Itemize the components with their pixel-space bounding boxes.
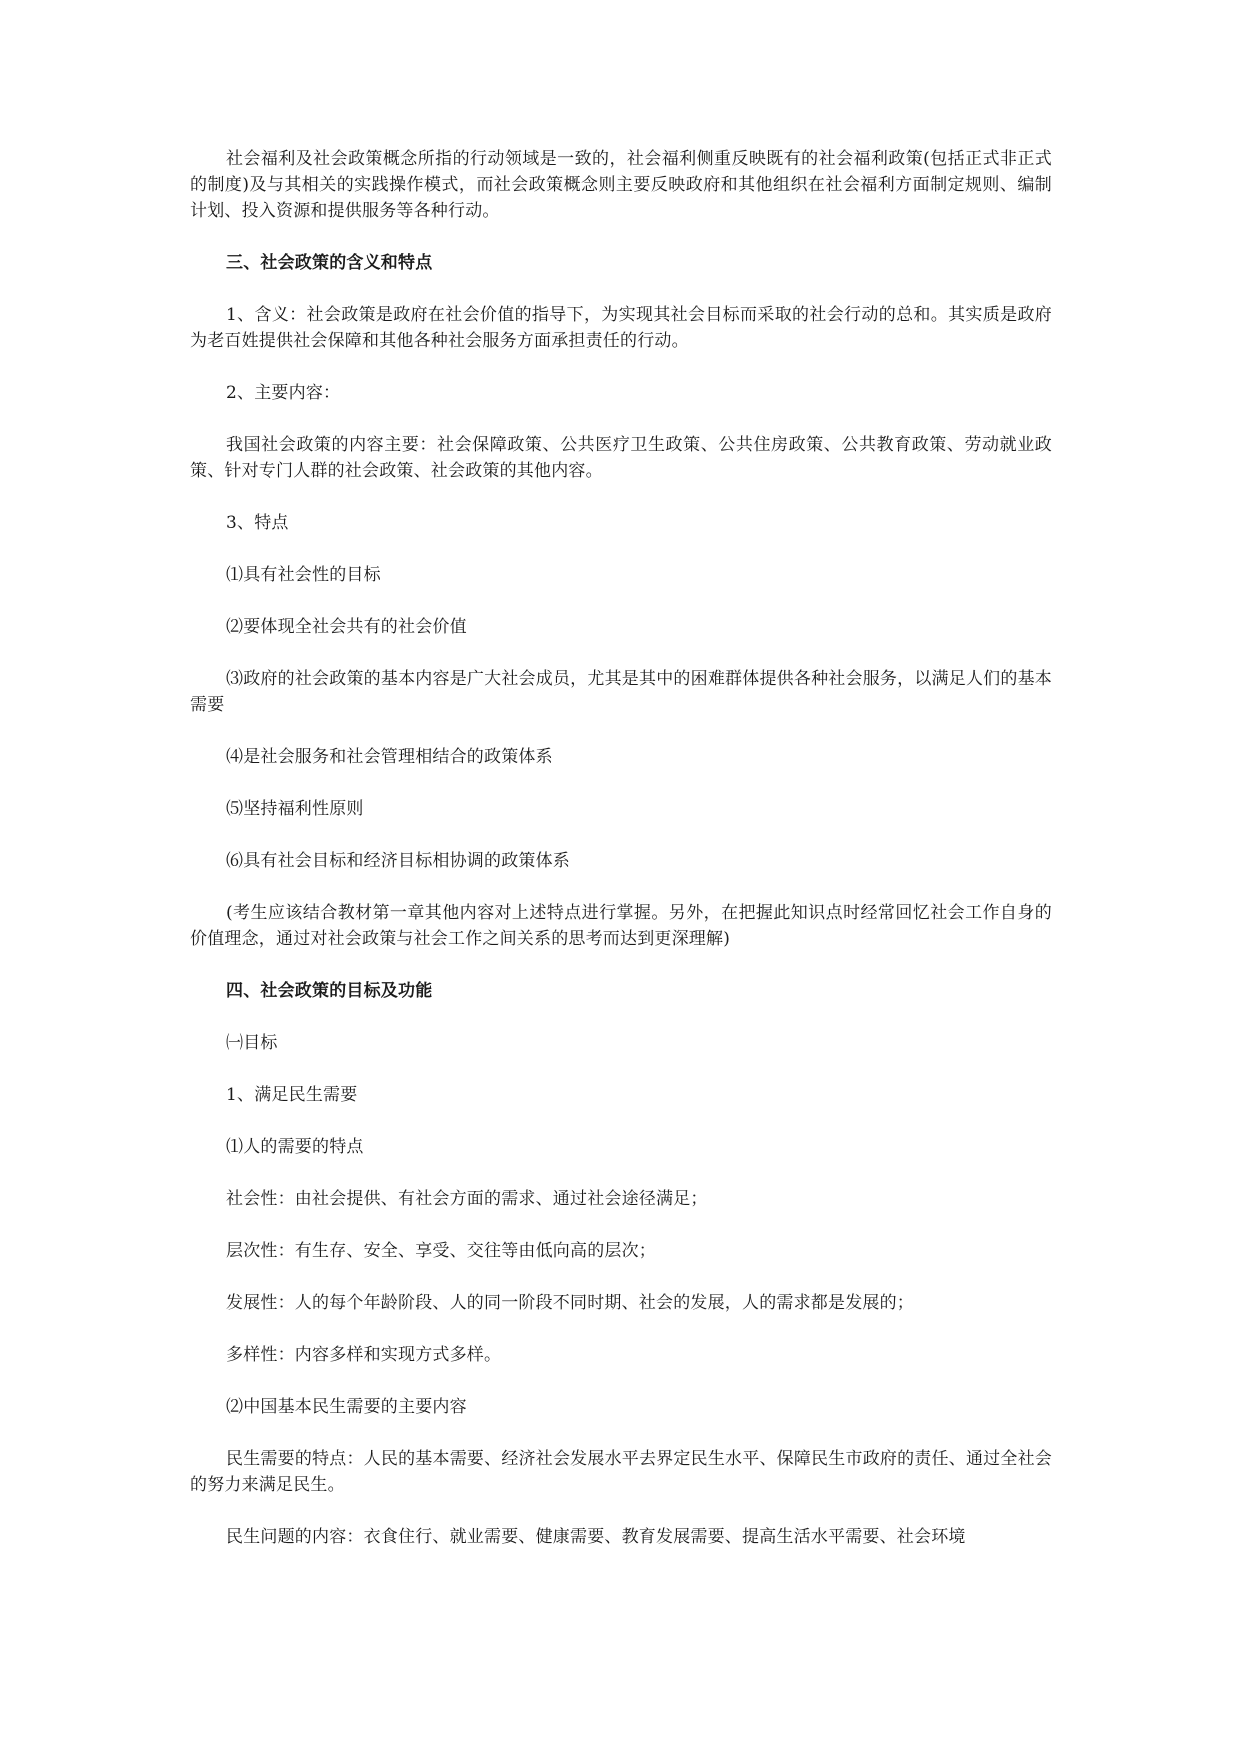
needs-hierarchy: 层次性：有生存、安全、享受、交往等由低向高的层次； — [226, 1241, 656, 1261]
basic-needs-label: ⑵中国基本民生需要的主要内容 — [226, 1397, 467, 1417]
feature-item-1: ⑴具有社会性的目标 — [226, 565, 381, 585]
feature-item-3: ⑶政府的社会政策的基本内容是广大社会成员，尤其是其中的困难群体提供各种社会服务，以满足人们的基本需要 — [190, 669, 1052, 715]
main-content-paragraph: 我国社会政策的内容主要：社会保障政策、公共医疗卫生政策、公共住房政策、公共教育政策、劳动就业政策、针对专门人群的社会政策、社会政策的其他内容。 — [190, 435, 1052, 481]
section-heading-3: 三、社会政策的含义和特点 — [226, 253, 433, 273]
intro-paragraph: 社会福利及社会政策概念所指的行动领域是一致的，社会福利侧重反映既有的社会福利政策(包括正式非正式的制度)及与其相关的实践操作模式，而社会政策概念则主要反映政府和其他组织在社会福利方面制定规则、编制计划、投入资源和提供服务等各种行动。 — [190, 149, 1052, 221]
livelihood-issues-paragraph: 民生问题的内容：衣食住行、就业需要、健康需要、教育发展需要、提高生活水平需要、社会环境 — [226, 1527, 966, 1547]
goal-item-1: 1、满足民生需要 — [226, 1085, 358, 1105]
needs-development: 发展性：人的每个年龄阶段、人的同一阶段不同时期、社会的发展，人的需求都是发展的； — [226, 1293, 914, 1313]
definition-paragraph: 1、含义：社会政策是政府在社会价值的指导下，为实现其社会目标而采取的社会行动的总和。其实质是政府为老百姓提供社会保障和其他各种社会服务方面承担责任的行动。 — [190, 305, 1052, 351]
feature-item-2: ⑵要体现全社会共有的社会价值 — [226, 617, 467, 637]
goals-label: ㈠目标 — [226, 1033, 278, 1053]
section-heading-4: 四、社会政策的目标及功能 — [226, 981, 433, 1001]
needs-diversity: 多样性：内容多样和实现方式多样。 — [226, 1345, 502, 1365]
needs-features-label: ⑴人的需要的特点 — [226, 1137, 364, 1157]
features-label: 3、特点 — [226, 513, 289, 533]
study-note-paragraph: (考生应该结合教材第一章其他内容对上述特点进行掌握。另外，在把握此知识点时经常回忆社会工作自身的价值理念，通过对社会政策与社会工作之间关系的思考而达到更深理解) — [190, 903, 1052, 949]
feature-item-5: ⑸坚持福利性原则 — [226, 799, 364, 819]
feature-item-6: ⑹具有社会目标和经济目标相协调的政策体系 — [226, 851, 570, 871]
livelihood-features-paragraph: 民生需要的特点：人民的基本需要、经济社会发展水平去界定民生水平、保障民生市政府的责任、通过全社会的努力来满足民生。 — [190, 1449, 1052, 1495]
main-content-label: 2、主要内容： — [226, 383, 341, 403]
needs-social: 社会性：由社会提供、有社会方面的需求、通过社会途径满足； — [226, 1189, 708, 1209]
feature-item-4: ⑷是社会服务和社会管理相结合的政策体系 — [226, 747, 553, 767]
